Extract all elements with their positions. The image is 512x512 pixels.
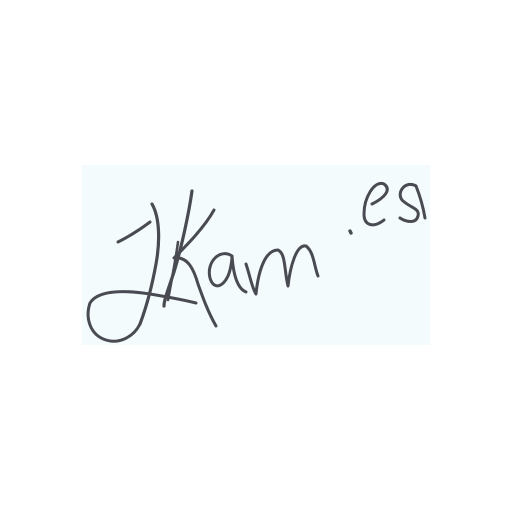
signature-strokes bbox=[88, 183, 425, 341]
signature-stroke-k-stem-2 bbox=[168, 242, 178, 300]
signature-stroke-dot bbox=[350, 231, 351, 233]
signature-stroke-e bbox=[364, 183, 387, 224]
signature-stroke-m bbox=[246, 246, 318, 294]
signature-stroke-s bbox=[400, 184, 418, 221]
signature-stroke-a bbox=[209, 254, 246, 292]
signature-stroke-j-entry bbox=[118, 222, 150, 242]
